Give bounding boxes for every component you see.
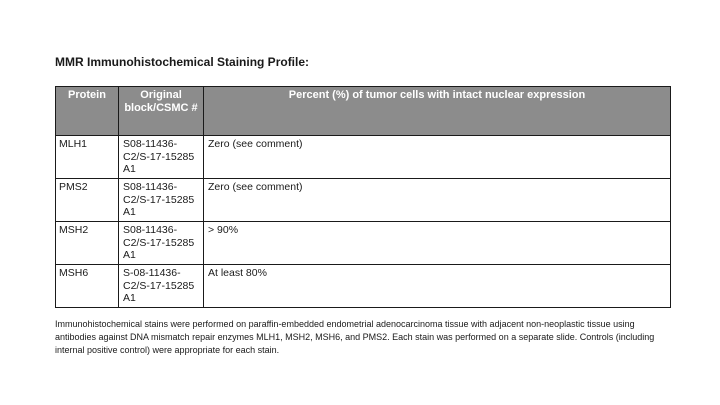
cell-percent: Zero (see comment) [204, 179, 671, 222]
table-row [56, 179, 671, 222]
cell-percent: > 90% [204, 222, 671, 265]
cell-protein: PMS2 [56, 179, 119, 222]
cell-protein: MSH6 [56, 265, 119, 308]
header-original-block: Original block/CSMC # [119, 87, 204, 136]
cell-block: S08-11436-C2/S-17-15285 A1 [119, 222, 204, 265]
header-percent-expression: Percent (%) of tumor cells with intact nuclear expression [204, 87, 671, 136]
mmr-staining-table [55, 86, 671, 308]
cell-percent: At least 80% [204, 265, 671, 308]
cell-protein: MSH2 [56, 222, 119, 265]
table-row [56, 222, 671, 265]
table-header-row [56, 87, 671, 136]
cell-block: S08-11436-C2/S-17-15285 A1 [119, 179, 204, 222]
document-title: MMR Immunohistochemical Staining Profile: [55, 55, 310, 69]
table-row [56, 265, 671, 308]
methods-footnote: Immunohistochemical stains were performed on paraffin-embedded endometrial adenocarcinoma tissue with adjacent non-neoplastic tissue using antibodies against DNA mismatch repair enzymes MLH1, MSH2, MSH6, and PMS2. Each stain was performed on a separate slide. Controls (including internal positive control) were appropriate for each stain. [55, 319, 655, 355]
cell-percent: Zero (see comment) [204, 136, 671, 179]
cell-block: S08-11436-C2/S-17-15285 A1 [119, 136, 204, 179]
cell-protein: MLH1 [56, 136, 119, 179]
header-protein: Protein [56, 87, 119, 136]
cell-block: S-08-11436-C2/S-17-15285 A1 [119, 265, 204, 308]
table-row [56, 136, 671, 179]
